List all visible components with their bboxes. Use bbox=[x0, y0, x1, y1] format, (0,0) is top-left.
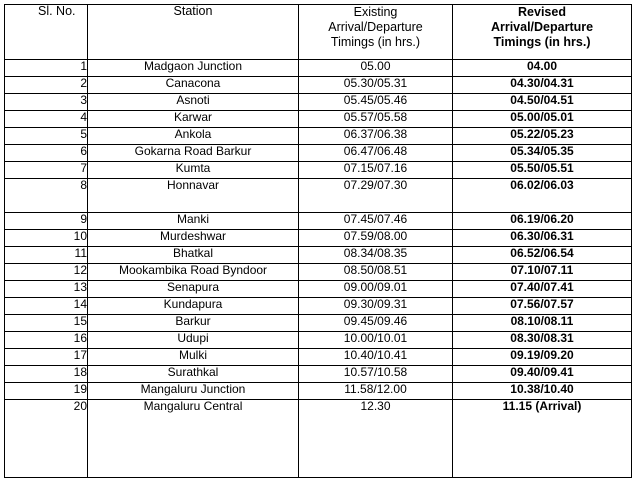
row-station: Gokarna Road Barkur bbox=[88, 145, 299, 162]
header-revised-line: Revised bbox=[518, 5, 566, 19]
row-station: Madgaon Junction bbox=[88, 60, 299, 77]
row-sl-no: 17 bbox=[5, 349, 88, 366]
header-existing-line: Arrival/Departure bbox=[328, 20, 423, 34]
header-revised-line: Timings (in hrs.) bbox=[493, 35, 591, 49]
table-row bbox=[5, 298, 632, 315]
row-station: Canacona bbox=[88, 77, 299, 94]
table-row bbox=[5, 315, 632, 332]
row-revised-timing: 09.40/09.41 bbox=[453, 366, 632, 383]
row-station: Murdeshwar bbox=[88, 230, 299, 247]
table-row bbox=[5, 332, 632, 349]
table-row bbox=[5, 383, 632, 400]
row-existing-timing: 11.58/12.00 bbox=[299, 383, 453, 400]
row-sl-no: 6 bbox=[5, 145, 88, 162]
row-revised-timing: 04.50/04.51 bbox=[453, 94, 632, 111]
row-revised-timing: 10.38/10.40 bbox=[453, 383, 632, 400]
row-revised-timing: 08.10/08.11 bbox=[453, 315, 632, 332]
table-row bbox=[5, 179, 632, 213]
row-sl-no: 20 bbox=[5, 400, 88, 478]
timings-table bbox=[4, 4, 632, 478]
header-existing-timings bbox=[299, 5, 453, 60]
row-station: Senapura bbox=[88, 281, 299, 298]
row-existing-timing: 06.37/06.38 bbox=[299, 128, 453, 145]
row-sl-no: 11 bbox=[5, 247, 88, 264]
header-revised-line: Arrival/Departure bbox=[490, 20, 594, 34]
row-existing-timing: 07.29/07.30 bbox=[299, 179, 453, 213]
row-station: Kundapura bbox=[88, 298, 299, 315]
row-sl-no: 18 bbox=[5, 366, 88, 383]
row-existing-timing: 05.57/05.58 bbox=[299, 111, 453, 128]
table-row bbox=[5, 400, 632, 478]
row-sl-no: 4 bbox=[5, 111, 88, 128]
row-existing-timing: 06.47/06.48 bbox=[299, 145, 453, 162]
table-row bbox=[5, 264, 632, 281]
row-sl-no: 1 bbox=[5, 60, 88, 77]
row-existing-timing: 10.40/10.41 bbox=[299, 349, 453, 366]
row-revised-timing: 05.00/05.01 bbox=[453, 111, 632, 128]
row-revised-timing: 11.15 (Arrival) bbox=[453, 400, 632, 478]
row-station: Surathkal bbox=[88, 366, 299, 383]
row-revised-timing: 07.10/07.11 bbox=[453, 264, 632, 281]
row-existing-timing: 09.30/09.31 bbox=[299, 298, 453, 315]
row-existing-timing: 07.15/07.16 bbox=[299, 162, 453, 179]
row-sl-no: 7 bbox=[5, 162, 88, 179]
table-row bbox=[5, 281, 632, 298]
row-sl-no: 15 bbox=[5, 315, 88, 332]
row-station: Mookambika Road Byndoor bbox=[88, 264, 299, 281]
row-station: Karwar bbox=[88, 111, 299, 128]
header-revised-timings bbox=[453, 5, 632, 60]
row-station: Ankola bbox=[88, 128, 299, 145]
table-row bbox=[5, 60, 632, 77]
row-sl-no: 10 bbox=[5, 230, 88, 247]
row-station: Barkur bbox=[88, 315, 299, 332]
row-revised-timing: 08.30/08.31 bbox=[453, 332, 632, 349]
row-existing-timing: 05.00 bbox=[299, 60, 453, 77]
header-existing-line: Existing bbox=[353, 5, 398, 19]
row-sl-no: 16 bbox=[5, 332, 88, 349]
table-row bbox=[5, 247, 632, 264]
row-station: Mangaluru Central bbox=[88, 400, 299, 478]
row-existing-timing: 10.57/10.58 bbox=[299, 366, 453, 383]
row-station: Kumta bbox=[88, 162, 299, 179]
row-revised-timing: 06.19/06.20 bbox=[453, 213, 632, 230]
row-revised-timing: 05.22/05.23 bbox=[453, 128, 632, 145]
row-existing-timing: 07.59/08.00 bbox=[299, 230, 453, 247]
row-revised-timing: 06.52/06.54 bbox=[453, 247, 632, 264]
row-revised-timing: 05.50/05.51 bbox=[453, 162, 632, 179]
row-revised-timing: 04.00 bbox=[453, 60, 632, 77]
table-row bbox=[5, 77, 632, 94]
row-revised-timing: 07.56/07.57 bbox=[453, 298, 632, 315]
table-row bbox=[5, 230, 632, 247]
row-station: Asnoti bbox=[88, 94, 299, 111]
row-existing-timing: 05.45/05.46 bbox=[299, 94, 453, 111]
row-sl-no: 12 bbox=[5, 264, 88, 281]
row-existing-timing: 09.45/09.46 bbox=[299, 315, 453, 332]
header-sl-no: Sl. No. bbox=[5, 5, 88, 60]
row-revised-timing: 09.19/09.20 bbox=[453, 349, 632, 366]
table-row bbox=[5, 128, 632, 145]
row-existing-timing: 05.30/05.31 bbox=[299, 77, 453, 94]
row-sl-no: 8 bbox=[5, 179, 88, 213]
row-existing-timing: 09.00/09.01 bbox=[299, 281, 453, 298]
row-station: Manki bbox=[88, 213, 299, 230]
row-existing-timing: 08.50/08.51 bbox=[299, 264, 453, 281]
row-station: Bhatkal bbox=[88, 247, 299, 264]
row-sl-no: 14 bbox=[5, 298, 88, 315]
row-existing-timing: 12.30 bbox=[299, 400, 453, 478]
row-sl-no: 9 bbox=[5, 213, 88, 230]
row-sl-no: 5 bbox=[5, 128, 88, 145]
table-row bbox=[5, 145, 632, 162]
header-row bbox=[5, 5, 632, 60]
row-sl-no: 13 bbox=[5, 281, 88, 298]
table-row bbox=[5, 366, 632, 383]
row-existing-timing: 10.00/10.01 bbox=[299, 332, 453, 349]
row-revised-timing: 06.30/06.31 bbox=[453, 230, 632, 247]
row-station: Mulki bbox=[88, 349, 299, 366]
row-station: Udupi bbox=[88, 332, 299, 349]
row-sl-no: 19 bbox=[5, 383, 88, 400]
table-row bbox=[5, 213, 632, 230]
table-row bbox=[5, 349, 632, 366]
table-row bbox=[5, 111, 632, 128]
row-revised-timing: 06.02/06.03 bbox=[453, 179, 632, 213]
row-existing-timing: 08.34/08.35 bbox=[299, 247, 453, 264]
row-revised-timing: 07.40/07.41 bbox=[453, 281, 632, 298]
row-existing-timing: 07.45/07.46 bbox=[299, 213, 453, 230]
table-row bbox=[5, 94, 632, 111]
header-station: Station bbox=[88, 5, 299, 60]
row-station: Mangaluru Junction bbox=[88, 383, 299, 400]
row-revised-timing: 05.34/05.35 bbox=[453, 145, 632, 162]
row-sl-no: 2 bbox=[5, 77, 88, 94]
table-row bbox=[5, 162, 632, 179]
header-existing-line: Timings (in hrs.) bbox=[330, 35, 421, 49]
row-sl-no: 3 bbox=[5, 94, 88, 111]
row-revised-timing: 04.30/04.31 bbox=[453, 77, 632, 94]
row-station: Honnavar bbox=[88, 179, 299, 213]
